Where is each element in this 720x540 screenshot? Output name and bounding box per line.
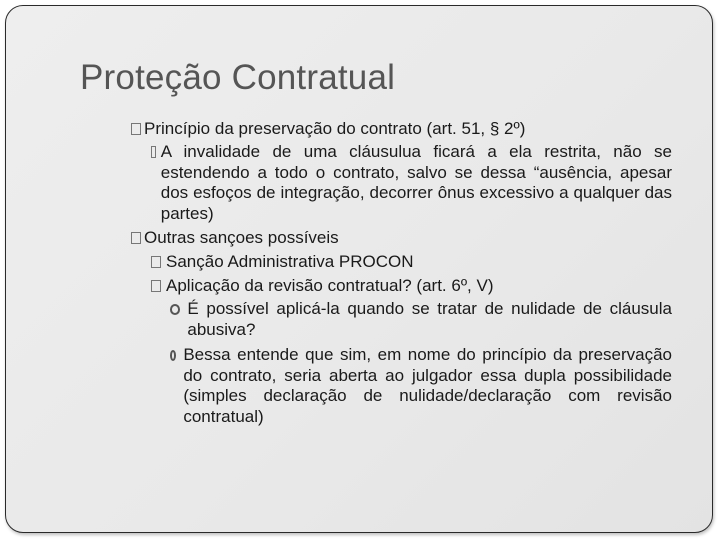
bullet-item-level2	[151, 142, 672, 224]
bullet-text: A invalidade de uma cláusulua ficará a ela restrita, não se estendendo a todo o contrato, salvo se dessa “ausência, apesar dos esfoços de integração, decorrer ônus excessivo a qualquer das partes)	[160, 142, 672, 223]
bullet-text: Sanção Administrativa PROCON	[166, 252, 414, 271]
bullet-item-level3	[170, 299, 672, 340]
bullet-item-level1	[131, 119, 691, 140]
box-bullet-icon	[131, 123, 141, 135]
slide-title: Proteção Contratual	[80, 58, 396, 97]
ring-bullet-icon	[170, 350, 176, 361]
bullet-text: Aplicação da revisão contratual? (art. 6º, V)	[166, 276, 494, 295]
box-bullet-icon	[131, 232, 141, 244]
bullet-text: Bessa entende que sim, em nome do princípio da preservação do contrato, seria aberta ao julgador essa dupla possibilidade (simples declaração de nulidade/declaração com revisão contratual)	[183, 345, 672, 426]
ring-bullet-icon	[170, 304, 180, 315]
bullet-item-level3	[170, 345, 672, 427]
box-bullet-icon	[151, 280, 161, 292]
bullet-text: Outras sançoes possíveis	[144, 228, 339, 247]
bullet-item-level1	[131, 228, 691, 249]
bullet-item-level2	[151, 276, 672, 297]
box-bullet-icon	[151, 146, 156, 158]
box-bullet-icon	[151, 256, 161, 268]
bullet-item-level2	[151, 252, 672, 273]
bullet-text: É possível aplicá-la quando se tratar de nulidade de cláusula abusiva?	[187, 299, 672, 339]
bullet-text: Princípio da preservação do contrato (art. 51, § 2º)	[144, 119, 526, 138]
